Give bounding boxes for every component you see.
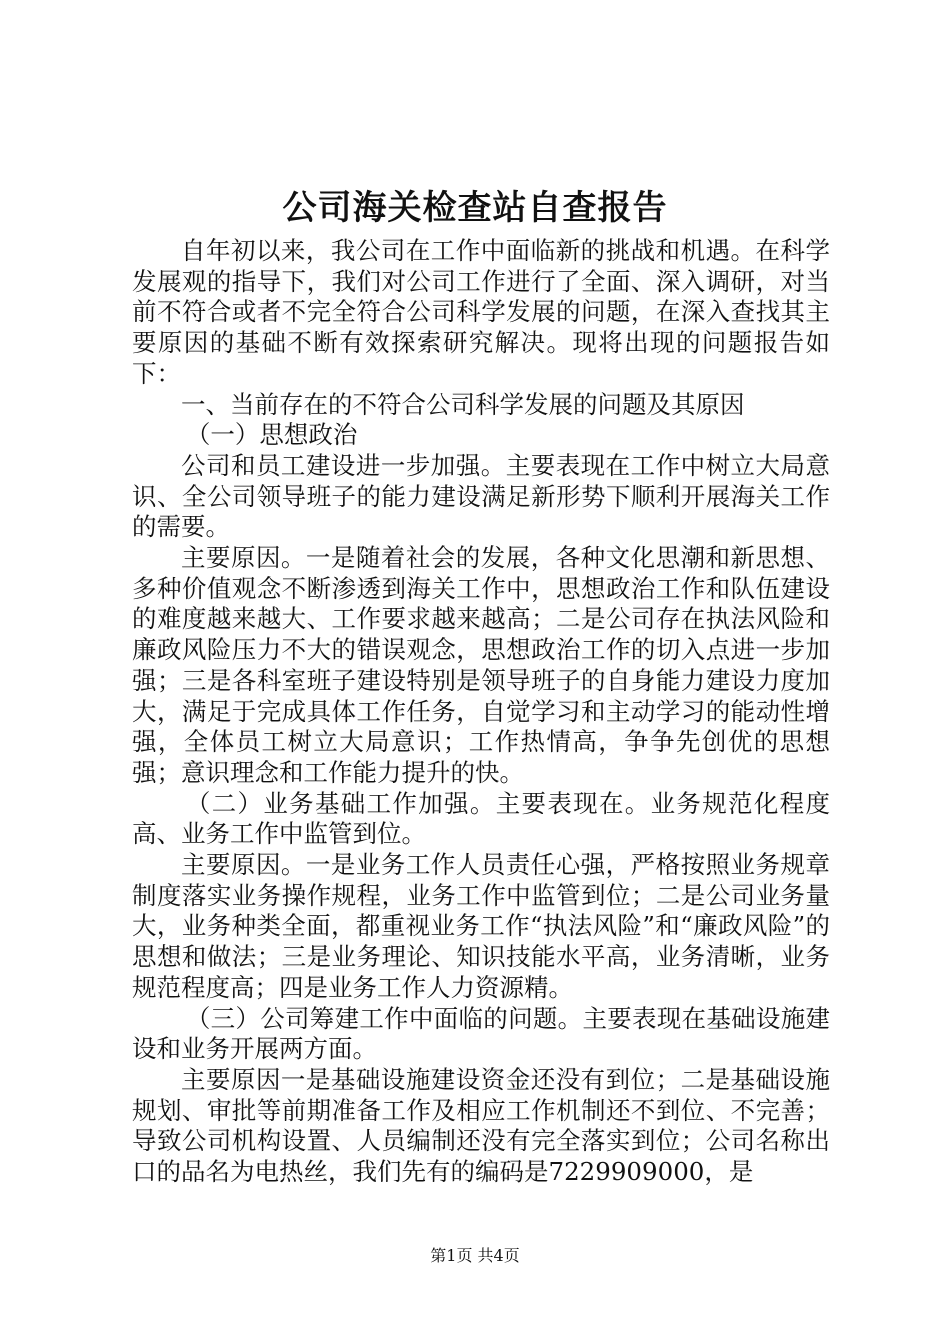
paragraph-3: 主要原因。一是业务工作人员责任心强，严格按照业务规章制度落实业务操作规程，业务工作中监管到位；二是公司业务量大，业务种类全面，都重视业务工作“执法风险”和“廉政风险”的思想和做法；三是业务理论、知识技能水平高，业务清晰，业务规范程度高；四是业务工作人力资源精。 bbox=[132, 850, 830, 1002]
subsection-heading-3: （三）公司筹建工作中面临的问题。主要表现在基础设施建设和业务开展两方面。 bbox=[132, 1003, 830, 1064]
section-heading-1: 一、当前存在的不符合公司科学发展的问题及其原因 bbox=[181, 389, 745, 419]
page-footer: 第1页 共4页 bbox=[430, 1246, 520, 1265]
subsection-heading-1: （一）思想政治 bbox=[185, 420, 358, 450]
document-title: 公司海关检查站自查报告 bbox=[282, 188, 668, 228]
paragraph-4: 主要原因一是基础设施建设资金还没有到位；二是基础设施规划、审批等前期准备工作及相应工作机制还不到位、不完善；导致公司机构设置、人员编制还没有完全落实到位；公司名称出口的品名为电热丝，我们先有的编码是7229909000，是 bbox=[132, 1064, 830, 1187]
paragraph-2: 主要原因。一是随着社会的发展，各种文化思潮和新思想、多种价值观念不断渗透到海关工作中，思想政治工作和队伍建设的难度越来越大、工作要求越来越高；二是公司存在执法风险和廉政风险压力不大的错误观念，思想政治工作的切入点进一步加强；三是各科室班子建设特别是领导班子的自身能力建设力度加大，满足于完成具体工作任务，自觉学习和主动学习的能动性增强，全体员工树立大局意识；工作热情高，争争先创优的思想强；意识理念和工作能力提升的快。 bbox=[132, 543, 830, 787]
paragraph-intro: 自年初以来，我公司在工作中面临新的挑战和机遇。在科学发展观的指导下，我们对公司工作进行了全面、深入调研，对当前不符合或者不完全符合公司科学发展的问题，在深入查找其主要原因的基础不断有效探索研究解决。现将出现的问题报告如下： bbox=[132, 236, 830, 388]
subsection-heading-2: （二）业务基础工作加强。主要表现在。业务规范化程度高、业务工作中监管到位。 bbox=[132, 788, 830, 849]
paragraph-1: 公司和员工建设进一步加强。主要表现在工作中树立大局意识、全公司领导班子的能力建设满足新形势下顺利开展海关工作的需要。 bbox=[132, 450, 830, 542]
document-body bbox=[132, 236, 830, 1188]
